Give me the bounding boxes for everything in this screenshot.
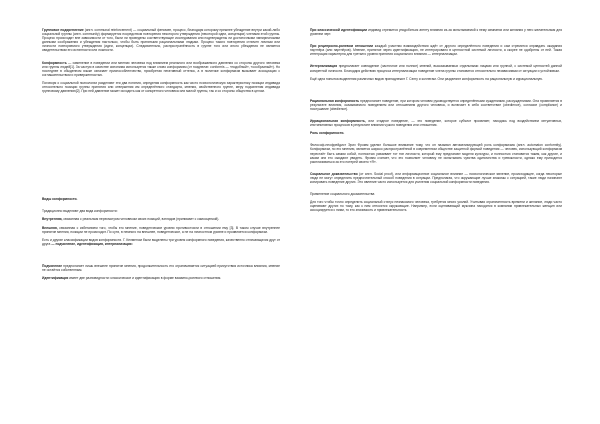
paragraph-compliance: [42, 264, 280, 272]
paragraph-irrational: [310, 119, 562, 127]
term-internalization: Интернализация: [310, 64, 338, 69]
term-social-proof: Социальное доказательство: [310, 171, 358, 176]
paragraph-text: каждый участник взаимодействия ждёт от другого определённого поведения и сам стремится оправдать ожидания партнёра (или партнёров). Мнение, принятое через идентификацию, не интегрировано в ценностной системой личности, а скорее не одобрены от ней. Такая интеграция характерна для третьего уровня принятия социального влияния — интернализации.: [310, 44, 562, 57]
paragraph-social-psychology: Поговоря о социальной психологии разделяют эти два понятия, определяя конформность как чисто психологическую характеристику позиции индивида относительно позиции группы принятия или отвержения им определённого стандарта, мнения, свойственного группе, меру подчинения индивида групповому давлению[2]. При ней давление может исходить как от конкретного человека или малой группы, так и со стороны общества в целом.: [42, 80, 280, 94]
blank-space: [42, 97, 280, 197]
paragraph-text: связанная с избеганием того, чтобы его мнение, поведенческие уровни противостояли в отношении ему [3]. В таком случае внутреннее принятие мнения, позиции не происходит. По сути, в немного на внешнее, поведенческое, а не на личностном уровне и проявляется конформизм.: [42, 225, 280, 234]
paragraph-text: (англ. communal reinforcement) — социальный феномен, процесс, благодаря которому прежнее убеждение внутри какой-либо социальной группы (англ. community) формируется посредством повторения некоторого утверждения (некоторой идеи, концепции) членами этой группы. Процесс происходит вне зависимости от того, были ли проведены соответствующие исследования или подтверждены ли достаточными эмпирическими данными соображения и убеждения настолько, чтобы быть принятыми рациональными людьми. Процесс такого повторения отличен личным или личности повторяемого утверждения (идеи, концепции). Следовательно, распространённость в группе того или иного убеждения не является свидетельством его истинности или ложности.: [42, 28, 280, 53]
paragraph-text: Есть и другие классификации видов конформности. Г. Келменом были выделены три уровня конформного поведения, качественно отличающихся друг от друга: [42, 237, 280, 246]
heading-conformity-role: Роль конформности.: [310, 131, 345, 136]
paragraph-text: предполагает лишь внешнее принятие мнения, продолжительность его ограничивается ситуацией присутствия источника влияния, мнение не остаётся собственным.: [42, 263, 280, 272]
paragraph-text: (от англ. Social proof), или информационное социальное влияние — психологическое явление, происходящее, когда некоторые люди не могут определить предпочтительный способ поведения в ситуации. Предполагая, что окружающие лучше знакомы с ситуацией, такие люди начинают копировать поведение других. Это явление часто используется для усиления социальной конформности поведения.: [310, 171, 562, 184]
paragraph-application-heading: Применение социального доказательства: [310, 192, 375, 197]
term-identification: Идентификация: [42, 276, 69, 281]
paragraph-text: предполагает совпадение (частичное или полное) мнений, высказываемых отдельными лицами или группой, с системой ценностей данной конкретной личности. Благодаря действию процесса интернализации поведение члена группы становится относительно независимым от ситуации и устойчивым.: [310, 64, 562, 73]
right-column: [310, 28, 562, 216]
paragraph-fromm: Философ-неофрейдист Эрих Фромм уделял большое внимание тому, что он называл автоматизирующей роль конформизма (англ. automaton conformity). Конформизм, по его мнению, является широко распространённой в современном обществе защитной формой поведения — человек, использующий конформизм перестаёт быть самим собой, полностью усваивает тот тип личности, который ему предлагают модели культуры, и полностью становится таким, как другие, и каким они его ожидают увидеть. Фромм считает, что это позволяет человеку не испытывать чувства одиночества и тревожности, однако ему приходится расплачиваться за это потерей своего «Я».: [310, 143, 562, 164]
paragraph-communal-reinforcement: [42, 28, 280, 53]
term-classic-identification: При классической идентификации: [310, 28, 368, 32]
paragraph-kelman: [42, 238, 280, 246]
paragraph-text: или стадное поведение, — это поведение, которое субъект проявляет, находясь под воздействием интуитивных, инстинктивных процессов в результате влияния чужого поведения или отношения.: [310, 119, 563, 128]
paragraph-text: — изменение в поведении или мнении человека под влиянием реального или воображаемого давления со стороны другого человека или группы людей[1]. За частую в качестве синонима используется также слово конформизм (от позднелат. conformis — «подобный», «сообразный»). Но последнее в обыденном языке означает приспособленчество, приобретая негативный оттенок, а в политике конформизм вызывает ассоциации с соглашательством и приверженностью.: [42, 60, 280, 77]
paragraph-conformity: [42, 61, 280, 77]
paragraph-external: [42, 226, 280, 234]
paragraph-reciprocal-role: [310, 44, 562, 56]
term-communal-reinforcement: Групповое подкрепление: [42, 28, 84, 32]
paragraph-classic-identification: [310, 28, 562, 36]
term-rational: Рациональная конформность: [310, 98, 360, 103]
paragraph-text: связанная с реальным пересмотром человеком своих позиций, взглядов (принимает с самооценкой).: [62, 217, 220, 222]
term-kelman-levels: — подчинение, идентификация, интернализация:: [51, 241, 133, 246]
heading-conformity-types: Виды конформности.: [42, 197, 78, 202]
paragraph-identification: [42, 276, 280, 280]
paragraph-internalization: [310, 64, 562, 72]
paragraph-two-types: Традиционно выделяют два вида конформности:: [42, 209, 118, 214]
paragraph-social-proof: [310, 172, 562, 184]
term-internal: Внутренняя,: [42, 217, 63, 222]
term-compliance: Подчинение: [42, 263, 63, 268]
term-reciprocal-role: При реципрокно-ролевом отношении: [310, 44, 374, 49]
term-irrational: Иррациональная конформность,: [310, 119, 366, 124]
paragraph-seng: Ещё одна попытка выделения различных видов принадлежит Г. Сэнгу и коллегам. Они разделяют конформность на рациональную и иррациональную.: [310, 76, 543, 81]
paragraph-text: предполагает поведение, при котором человек руководствуется определёнными суждениями, рассуждениями. Она проявляется в результате влияния, оказываемого поведением или отношением другого человека, и включает в себя соответствие (obedience), согласие (compliance) и послушание (obedience).: [310, 98, 563, 111]
paragraph-application: Для того чтобы точно определить социальный статус незнакомого человека, требуется много усилий. Учитывая ограниченность времени и желание, люди часто оценивают других по тому, как к ним относятся окружающие. Например, если оценивающий мужчина находится в компании привлекательных женщин или ассоциируется с ними, то его значимость и привлекательность: [310, 200, 562, 213]
paragraph-rational: [310, 99, 562, 111]
left-column: [42, 28, 280, 284]
paragraph-internal: [42, 217, 280, 221]
term-conformity: Конформность: [42, 60, 67, 65]
paragraph-text: имеет две разновидности: классическое и идентификацию в форме взаимно-ролевого отношения.: [68, 276, 222, 281]
term-external: Внешняя,: [42, 225, 58, 230]
paragraph-text: индивид стремится уподобиться агенту влияния из-за испытываемой к нему симпатии или желания у него желательным для уровнем черт.: [310, 28, 562, 37]
